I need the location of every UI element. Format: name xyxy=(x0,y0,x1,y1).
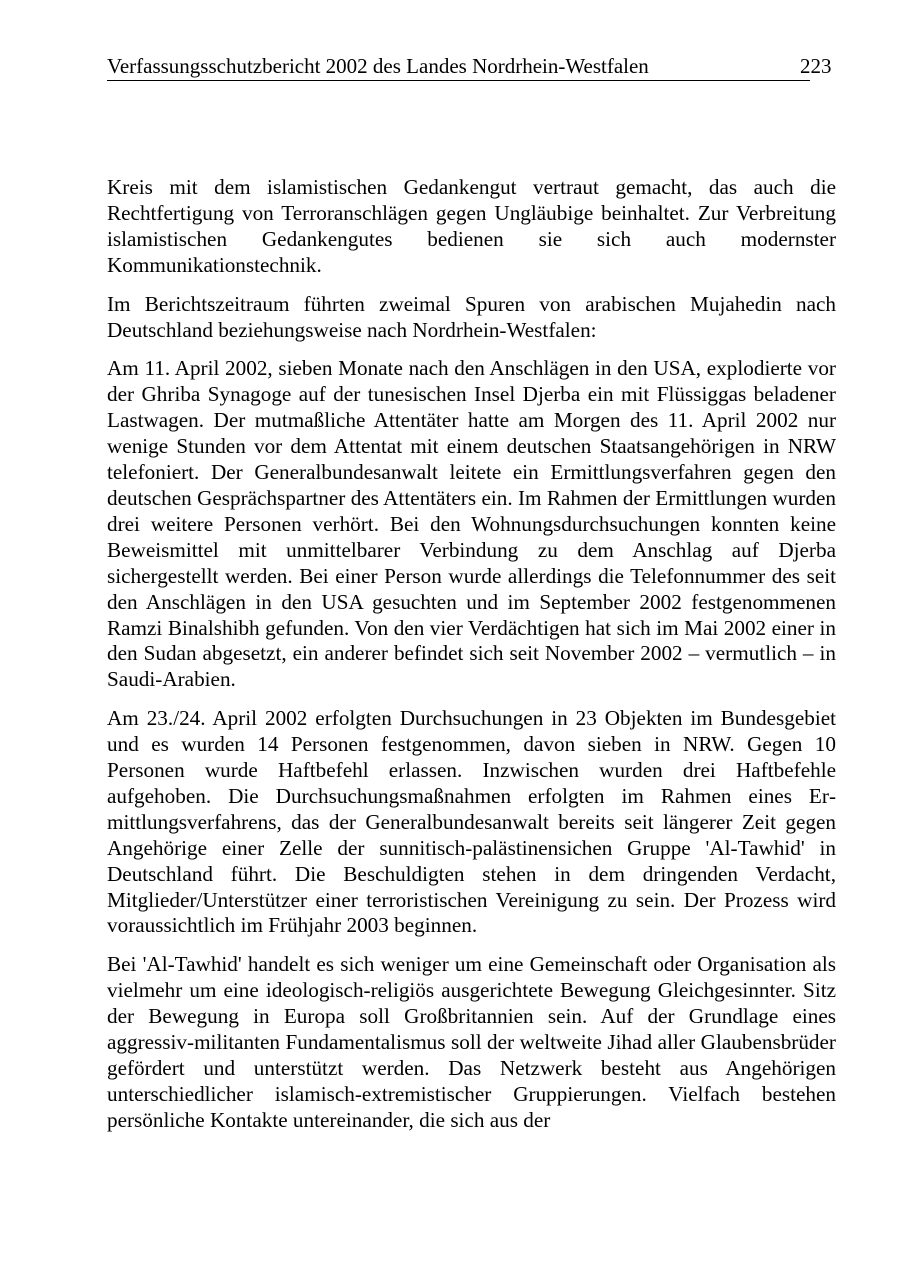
paragraph-3: Am 11. April 2002, sieben Monate nach den Anschlägen in den USA, explodierte vor der Ghriba Synagoge auf der tunesischen Insel Djerba ein mit Flüssiggas beladener Lastwagen. Der mutmaßliche Attentäter hatte am Morgen des 11. April 2002 nur wenige Stunden vor dem Attentat mit einem deutschen Staatsangehörigen in NRW telefoniert. Der Generalbundesanwalt leitete ein Ermittlungsverfahren gegen den deutschen Gesprächspartner des Attentäters ein. Im Rahmen der Ermittlungen wurden drei weitere Personen verhört. Bei den Wohnungsdurchsuchungen konnten keine Beweismittel mit unmittelbarer Verbindung zu dem Anschlag auf Djerba sichergestellt werden. Bei einer Person wurde allerdings die Telefonnummer des seit den Anschlägen in den USA gesuchten und im September 2002 festgenommenen Ramzi Binalshibh gefunden. Von den vier Verdächtigen hat sich im Mai 2002 einer in den Sudan abgesetzt, ein anderer befindet sich seit November 2002 – vermutlich – in Saudi-Arabien. xyxy=(107,356,836,692)
running-header xyxy=(107,52,832,81)
paragraph-5: Bei 'Al-Tawhid' handelt es sich weniger um eine Gemeinschaft oder Organisation als vielmehr um eine ideologisch-religiös ausgerichtete Bewegung Gleichgesinnter. Sitz der Bewegung in Europa soll Großbritannien sein. Auf der Grundlage eines aggressiv-militanten Fundamentalismus soll der weltweite Jihad aller Glaubensbrüder gefördert und unterstützt werden. Das Netzwerk besteht aus Angehörigen unterschiedlicher islamisch-extremistischer Gruppierungen. Vielfach bestehen persönliche Kontakte untereinander, die sich aus der xyxy=(107,952,836,1132)
paragraph-4: Am 23./24. April 2002 erfolgten Durchsuchungen in 23 Objekten im Bundesgebiet und es wurden 14 Personen festgenommen, davon sieben in NRW. Gegen 10 Personen wurde Haftbefehl erlassen. Inzwischen wurden drei Haftbefehle aufgehoben. Die Durchsuchungsmaßnahmen erfolgten im Rahmen eines Ermittlungsverfahrens, das der Generalbundesanwalt bereits seit längerer Zeit gegen Angehörige einer Zelle der sunnitisch-palästinensichen Gruppe 'Al-Tawhid' in Deutschland führt. Die Beschuldigten stehen in dem dringenden Verdacht, Mitglieder/Unterstützer einer terroristischen Vereinigung zu sein. Der Prozess wird voraussichtlich im Frühjahr 2003 beginnen. xyxy=(107,706,836,938)
paragraph-1: Kreis mit dem islamistischen Gedankengut vertraut gemacht, das auch die Rechtfertigung von Terroranschlägen gegen Ungläubige beinhaltet. Zur Verbreitung islamistischen Gedankengutes bedienen sie sich auch modernster Kommunikationstechnik. xyxy=(107,175,836,277)
running-header-title: Verfassungsschutzbericht 2002 des Landes Nordrhein-Westfalen xyxy=(107,54,649,78)
body-text xyxy=(107,175,836,1134)
paragraph-2: Im Berichtszeitraum führten zweimal Spuren von arabischen Mujahedin nach Deutschland beziehungsweise nach Nordrhein-Westfalen: xyxy=(107,291,836,342)
page-number: 223 xyxy=(800,54,832,78)
